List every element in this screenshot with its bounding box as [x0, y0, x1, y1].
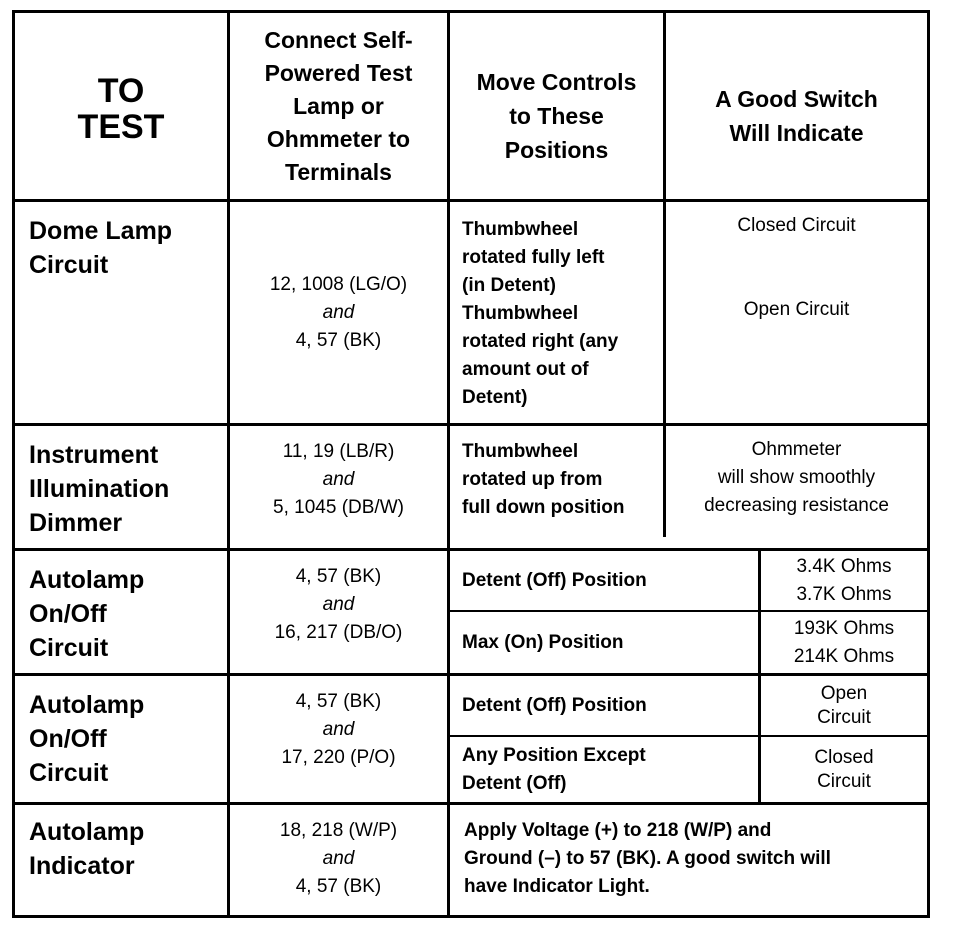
row-test-label — [15, 805, 227, 915]
terminal-and: and — [322, 848, 355, 869]
row-test-label — [15, 676, 227, 802]
control-text: rotated up from — [462, 469, 603, 490]
terminal-text: 11, 19 (LB/R) — [282, 441, 395, 462]
note-text: Ground (–) to 57 (BK). A good switch will — [464, 848, 831, 869]
indicate-text: Circuit — [817, 706, 871, 728]
terminal-text: 12, 1008 (LG/O) — [269, 273, 408, 295]
row-test-text: Autolamp — [29, 818, 145, 846]
terminal-and: and — [322, 719, 355, 740]
header-text: Positions — [504, 137, 609, 163]
terminal-and: and — [322, 469, 355, 490]
row-test-text: Autolamp — [29, 566, 145, 594]
switch-test-table — [12, 10, 930, 918]
control-text: Any Position Except — [462, 744, 646, 766]
header-text: Terminals — [285, 158, 392, 185]
row-indicate — [761, 676, 927, 735]
row-test-text: Dome Lamp — [29, 217, 173, 245]
indicate-text: 3.4K Ohms — [796, 555, 892, 577]
row-controls — [450, 676, 758, 735]
row-terminals — [230, 676, 447, 802]
indicate-text: 214K Ohms — [793, 645, 895, 667]
control-text: Detent) — [462, 387, 528, 408]
control-text: Max (On) Position — [462, 631, 624, 653]
row-test-text: Circuit — [29, 634, 109, 662]
terminal-text: 18, 218 (W/P) — [279, 820, 398, 841]
control-text: Thumbwheel — [462, 441, 579, 462]
terminal-text: 4, 57 (BK) — [295, 876, 382, 897]
indicate-text: 193K Ohms — [793, 617, 895, 639]
control-text: (in Detent) — [462, 275, 556, 296]
control-text: rotated right (any — [462, 331, 619, 352]
row-indicate — [761, 551, 927, 610]
row-terminals — [230, 551, 447, 673]
header-text: Ohmmeter to — [266, 125, 411, 152]
row-test-label — [15, 202, 227, 423]
row-indicate — [761, 737, 927, 802]
row-terminals — [230, 805, 447, 915]
row-terminals — [230, 202, 447, 423]
indicate-text: Closed Circuit — [737, 215, 856, 236]
row-controls — [450, 202, 663, 423]
control-text: rotated fully left — [462, 247, 605, 268]
row-controls — [450, 551, 758, 610]
terminal-text: 5, 1045 (DB/W) — [273, 497, 404, 518]
terminal-text: 4, 57 (BK) — [295, 691, 382, 712]
header-indicate — [666, 13, 927, 199]
row-controls — [450, 612, 758, 673]
indicate-text: will show smoothly — [717, 467, 876, 488]
row-controls — [450, 426, 663, 548]
indicate-text: decreasing resistance — [704, 495, 889, 516]
header-text: Will Indicate — [729, 120, 864, 146]
row-test-text: Circuit — [29, 251, 109, 279]
terminal-text: 4, 57 (BK) — [295, 566, 382, 587]
row-test-text: Autolamp — [29, 691, 145, 719]
row-indicate — [666, 202, 927, 423]
row-test-text: Circuit — [29, 759, 109, 787]
indicate-text: 3.7K Ohms — [796, 583, 892, 605]
row-test-text: Instrument — [29, 441, 159, 469]
control-text: full down position — [462, 497, 625, 518]
control-text: Thumbwheel — [462, 219, 579, 240]
row-test-label — [15, 426, 227, 548]
terminal-text: 4, 57 (BK) — [295, 329, 382, 351]
row-test-text: On/Off — [29, 600, 107, 628]
control-text: Detent (Off) Position — [462, 694, 647, 716]
indicate-text: Open Circuit — [743, 299, 850, 320]
indicate-text: Ohmmeter — [751, 439, 842, 460]
header-text: Connect Self- — [264, 26, 413, 53]
header-to-test — [15, 13, 227, 199]
row-controls — [450, 737, 758, 802]
row-note — [450, 805, 927, 915]
row-indicate — [666, 426, 927, 548]
row-test-text: Indicator — [29, 852, 135, 880]
row-test-label — [15, 551, 227, 673]
control-text: Detent (Off) — [462, 772, 567, 794]
note-text: Apply Voltage (+) to 218 (W/P) and — [464, 820, 772, 841]
terminal-text: 16, 217 (DB/O) — [274, 622, 403, 643]
row-indicate — [761, 612, 927, 673]
header-controls — [450, 13, 663, 199]
row-test-text: Dimmer — [29, 509, 123, 537]
header-text: to These — [509, 103, 604, 129]
header-text: TO — [97, 72, 145, 110]
indicate-text: Open — [820, 682, 868, 704]
row-test-text: Illumination — [29, 475, 170, 503]
header-terminals — [230, 13, 447, 199]
control-text: Detent (Off) Position — [462, 569, 647, 591]
header-text: TEST — [77, 108, 165, 146]
row-test-text: On/Off — [29, 725, 107, 753]
header-text: A Good Switch — [715, 86, 878, 112]
terminal-and: and — [322, 301, 355, 323]
indicate-text: Circuit — [817, 770, 871, 792]
note-text: have Indicator Light. — [464, 876, 650, 897]
header-text: Lamp or — [293, 92, 384, 119]
header-text: Move Controls — [476, 69, 637, 95]
terminal-and: and — [322, 594, 355, 615]
row-terminals — [230, 426, 447, 548]
terminal-text: 17, 220 (P/O) — [281, 747, 396, 768]
indicate-text: Closed — [814, 746, 874, 768]
control-text: Thumbwheel — [462, 303, 579, 324]
control-text: amount out of — [462, 359, 589, 380]
header-text: Powered Test — [264, 59, 413, 86]
